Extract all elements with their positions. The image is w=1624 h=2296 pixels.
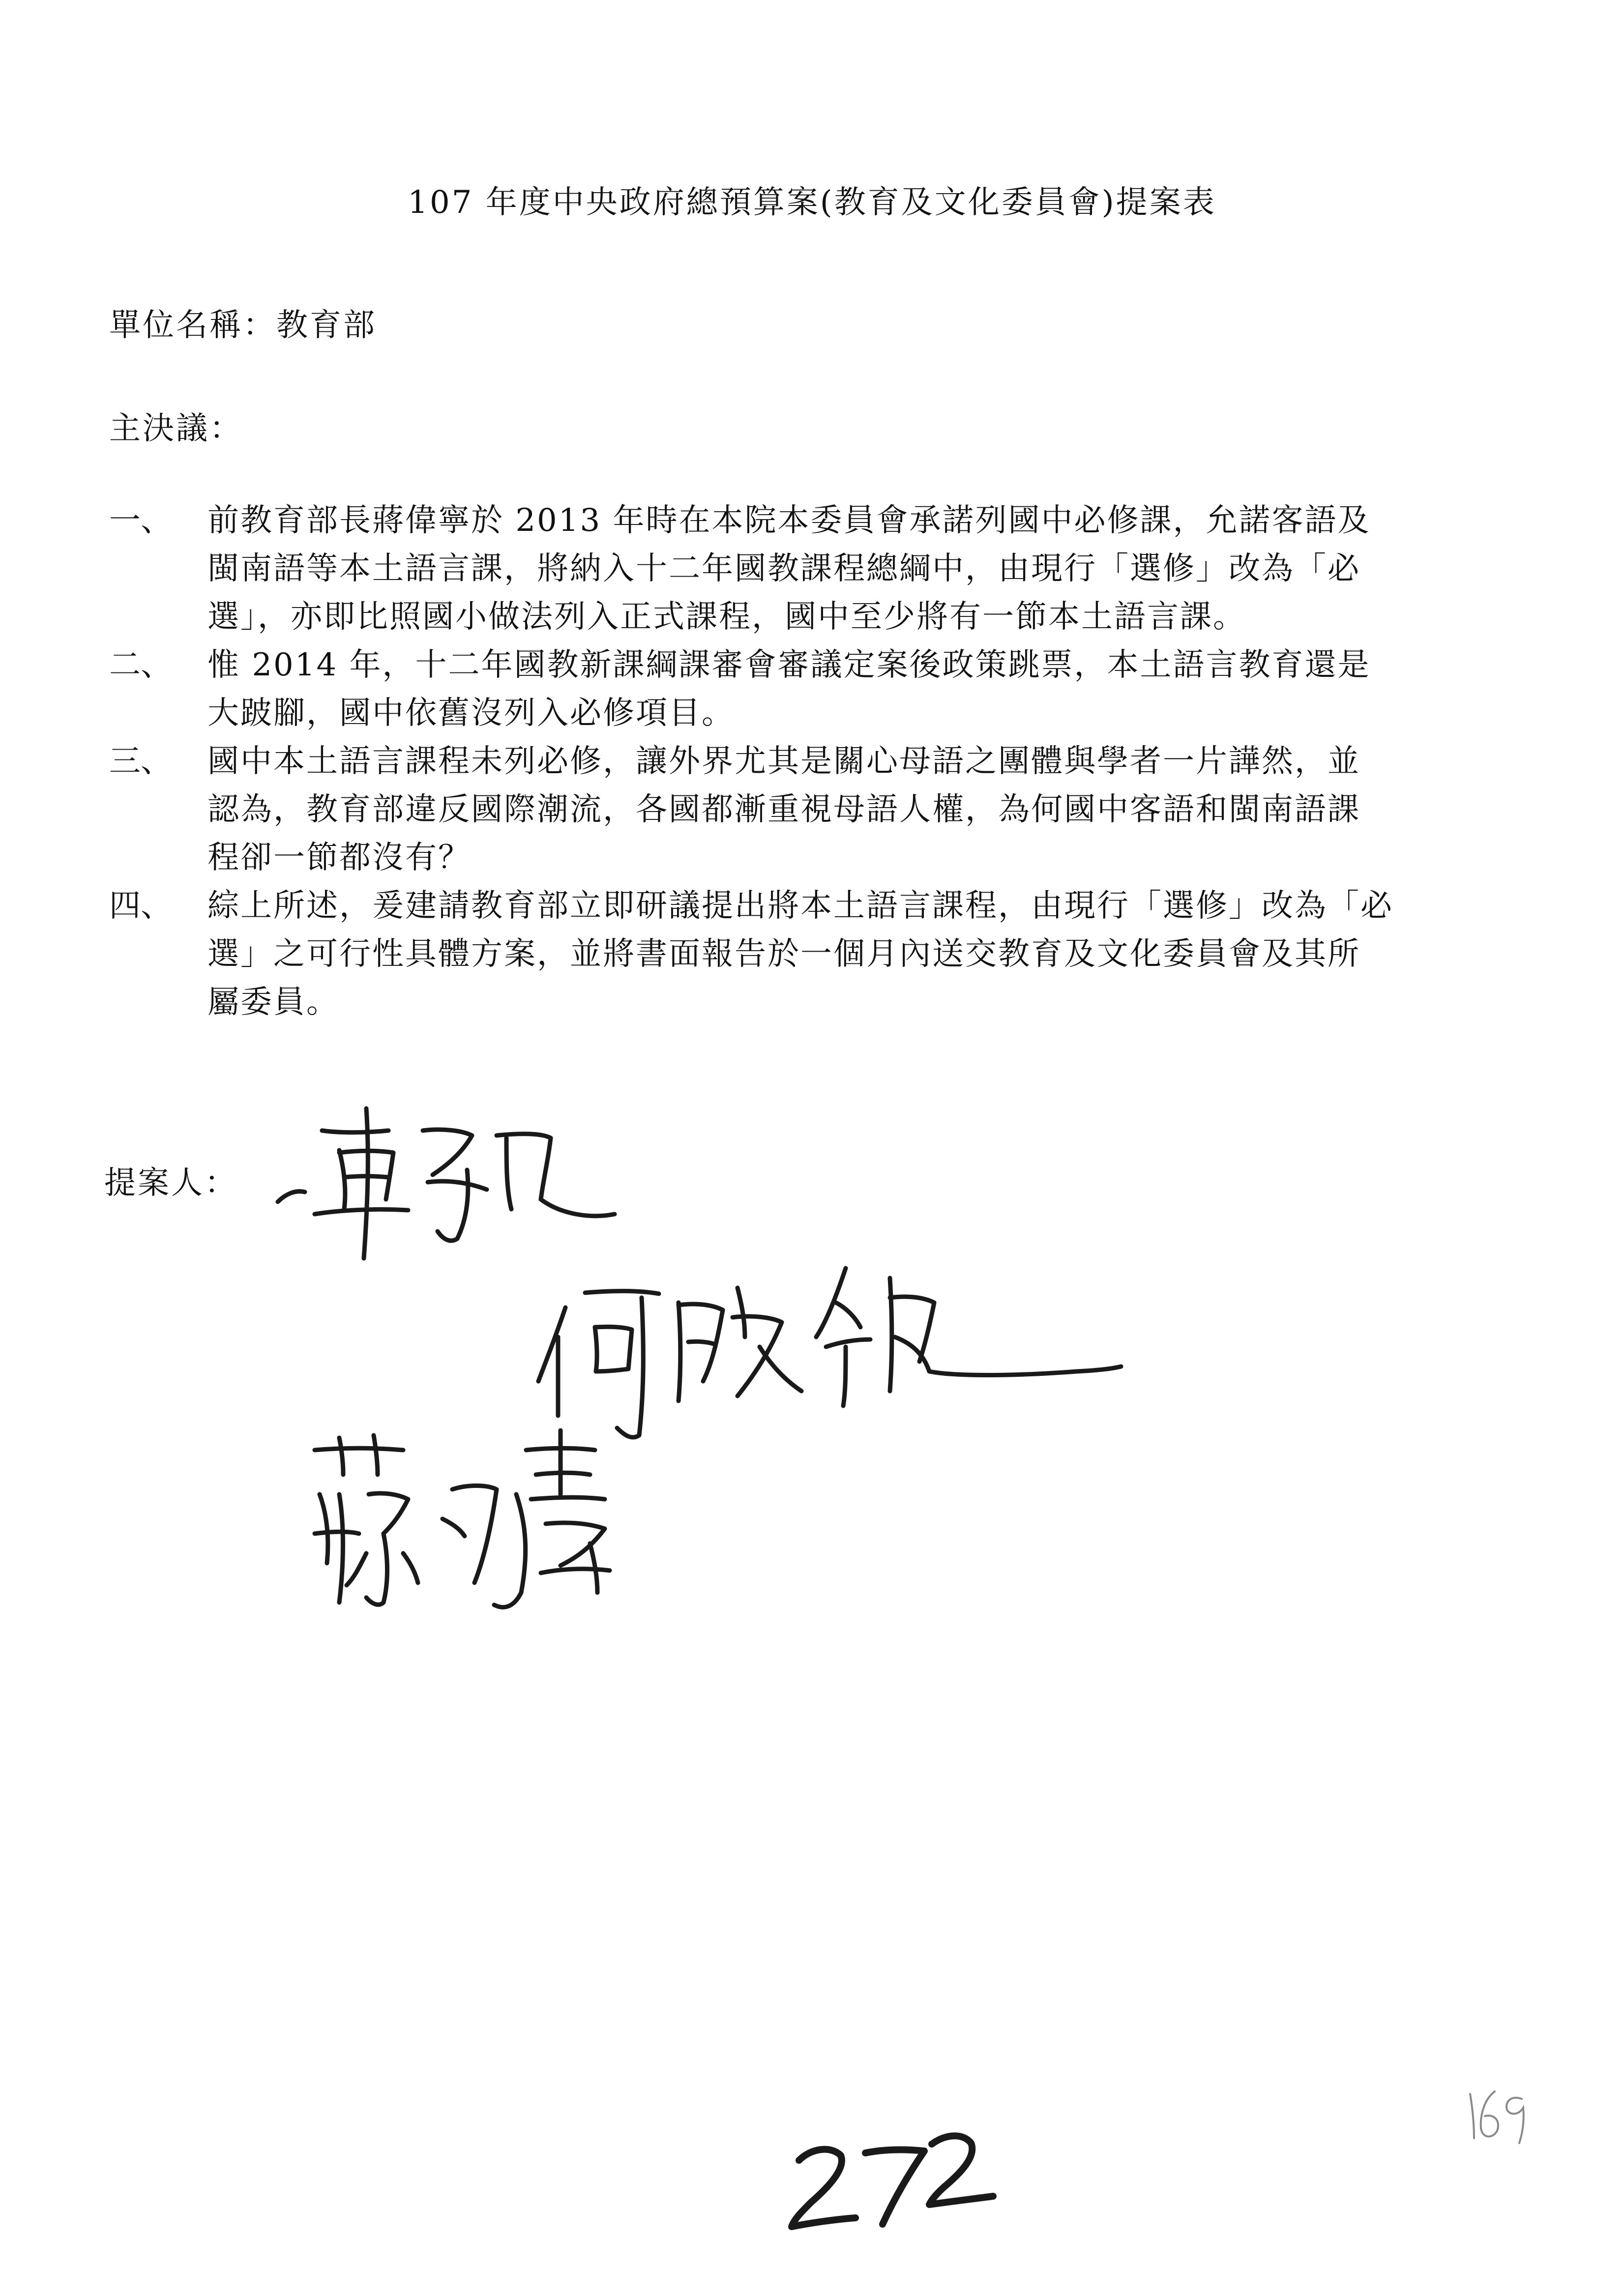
item-line: 惟 2014 年，十二年國教新課綱課審會審議定案後政策跳票，本土語言教育還是 [207,647,1371,683]
item-text [207,737,1535,882]
item-number: 二、 [109,647,172,683]
item-text [207,496,1535,641]
resolution-heading: 主決議： [109,410,243,447]
resolution-items [109,496,1535,1026]
unit-line: 單位名稱：教育部 [109,307,377,344]
item-number: 三、 [109,743,172,780]
proposer-label: 提案人： [104,1165,238,1201]
item-line: 前教育部長蔣偉寧於 2013 年時在本院本委員會承諾列國中必修課，允諾客語及 [207,502,1371,539]
item-text [207,641,1535,737]
item-line: 大跛腳，國中依舊沒列入必修項目。 [207,695,735,731]
page-title: 107 年度中央政府總預算案(教育及文化委員會)提案表 [408,184,1216,221]
resolution-item [109,496,1535,641]
page-number [787,2143,941,2229]
item-line: 屬委員。 [207,984,339,1020]
item-line: 選」之可行性具體方案，並將書面報告於一個月內送交教育及文化委員會及其所 [207,936,1360,972]
item-line: 國中本土語言課程未列必修，讓外界尤其是關心母語之團體與學者一片譁然，並 [207,743,1360,780]
resolution-item [109,882,1535,1026]
resolution-item [109,641,1535,737]
signature-1 [278,1108,615,1258]
item-text [207,882,1535,1026]
signature-2 [538,1268,1121,1437]
item-number: 一、 [109,502,172,539]
signature-3 [315,1430,610,1607]
item-line: 認為，教育部違反國際潮流，各國都漸重視母語人權，為何國中客語和閩南語課 [207,791,1360,828]
resolution-item [109,737,1535,882]
item-line: 綜上所述，爰建請教育部立即研議提出將本土語言課程，由現行「選修」改為「必 [207,888,1393,924]
pencil-number [1463,2089,1547,2141]
item-number: 四、 [109,888,172,924]
item-line: 程卻一節都沒有？ [207,840,471,876]
item-line: 選」，亦即比照國小做法列入正式課程，國中至少將有一節本土語言課。 [207,599,1246,635]
item-line: 閩南語等本土語言課，將納入十二年國教課程總綱中，由現行「選修」改為「必 [207,551,1360,587]
